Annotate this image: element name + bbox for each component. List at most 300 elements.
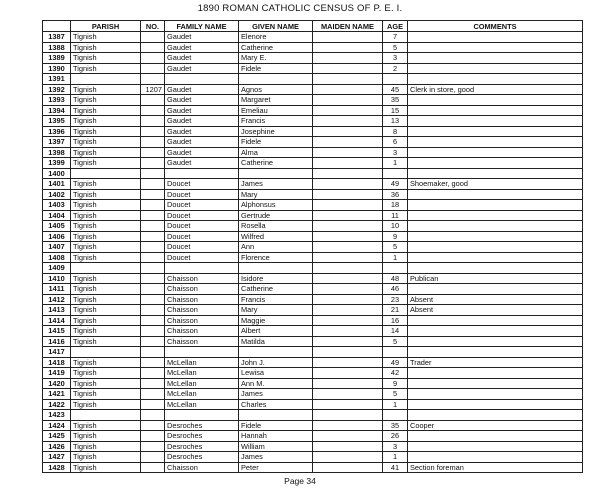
row-number-cell: 1389 xyxy=(43,53,71,64)
household-number-cell xyxy=(141,32,165,43)
table-row xyxy=(43,105,583,116)
row-number-cell: 1417 xyxy=(43,347,71,358)
household-number-cell xyxy=(141,231,165,242)
comments-cell xyxy=(408,210,583,221)
age-cell: 35 xyxy=(383,420,408,431)
maiden-name-cell xyxy=(313,137,383,148)
given-name-cell: Maggie xyxy=(239,315,313,326)
given-name-cell: Fidele xyxy=(239,420,313,431)
table-row xyxy=(43,168,583,179)
household-number-cell xyxy=(141,210,165,221)
parish-cell xyxy=(71,263,141,274)
parish-cell: Tignish xyxy=(71,200,141,211)
row-number-cell: 1399 xyxy=(43,158,71,169)
maiden-name-cell xyxy=(313,74,383,85)
comments-cell: Section foreman xyxy=(408,462,583,473)
household-number-cell xyxy=(141,336,165,347)
row-number-cell: 1403 xyxy=(43,200,71,211)
family-name-cell: Desroches xyxy=(165,452,239,463)
household-number-cell xyxy=(141,137,165,148)
parish-cell: Tignish xyxy=(71,315,141,326)
comments-cell xyxy=(408,105,583,116)
parish-cell xyxy=(71,347,141,358)
row-number-cell: 1423 xyxy=(43,410,71,421)
parish-cell: Tignish xyxy=(71,305,141,316)
comments-cell xyxy=(408,147,583,158)
given-name-cell: Elenore xyxy=(239,32,313,43)
given-name-cell: Catherine xyxy=(239,158,313,169)
given-name-cell: Florence xyxy=(239,252,313,263)
maiden-name-cell xyxy=(313,231,383,242)
household-number-cell xyxy=(141,200,165,211)
maiden-name-cell xyxy=(313,53,383,64)
parish-cell: Tignish xyxy=(71,126,141,137)
age-cell: 49 xyxy=(383,357,408,368)
comments-cell: Absent xyxy=(408,294,583,305)
parish-cell: Tignish xyxy=(71,63,141,74)
age-cell: 2 xyxy=(383,63,408,74)
household-number-cell xyxy=(141,368,165,379)
maiden-name-cell xyxy=(313,347,383,358)
table-row xyxy=(43,189,583,200)
given-name-cell: Agnos xyxy=(239,84,313,95)
maiden-name-cell xyxy=(313,200,383,211)
household-number-cell xyxy=(141,284,165,295)
given-name-cell: Mary xyxy=(239,189,313,200)
household-number-cell xyxy=(141,179,165,190)
row-number-cell: 1410 xyxy=(43,273,71,284)
family-name-cell: McLellan xyxy=(165,389,239,400)
family-name-cell: Gaudet xyxy=(165,105,239,116)
age-cell: 5 xyxy=(383,389,408,400)
comments-cell xyxy=(408,441,583,452)
given-name-cell: James xyxy=(239,389,313,400)
comments-cell xyxy=(408,242,583,253)
maiden-name-cell xyxy=(313,263,383,274)
parish-cell: Tignish xyxy=(71,431,141,442)
household-number-cell xyxy=(141,189,165,200)
table-row xyxy=(43,441,583,452)
parish-cell: Tignish xyxy=(71,95,141,106)
table-row xyxy=(43,284,583,295)
family-name-cell: Gaudet xyxy=(165,158,239,169)
row-number-cell: 1421 xyxy=(43,389,71,400)
parish-cell: Tignish xyxy=(71,53,141,64)
household-number-cell: 1207 xyxy=(141,84,165,95)
table-row xyxy=(43,210,583,221)
table-row xyxy=(43,32,583,43)
given-name-cell: Rosella xyxy=(239,221,313,232)
family-name-cell xyxy=(165,168,239,179)
family-name-cell: Gaudet xyxy=(165,137,239,148)
comments-cell xyxy=(408,284,583,295)
row-number-cell: 1415 xyxy=(43,326,71,337)
parish-cell: Tignish xyxy=(71,368,141,379)
age-cell: 7 xyxy=(383,32,408,43)
parish-cell: Tignish xyxy=(71,284,141,295)
family-name-cell: Gaudet xyxy=(165,42,239,53)
household-number-cell xyxy=(141,168,165,179)
table-row xyxy=(43,200,583,211)
table-row xyxy=(43,179,583,190)
maiden-name-cell xyxy=(313,441,383,452)
family-name-cell: Gaudet xyxy=(165,126,239,137)
table-row xyxy=(43,431,583,442)
maiden-name-cell xyxy=(313,431,383,442)
maiden-name-cell xyxy=(313,95,383,106)
maiden-name-cell xyxy=(313,462,383,473)
maiden-name-cell xyxy=(313,399,383,410)
age-cell xyxy=(383,168,408,179)
family-name-cell xyxy=(165,263,239,274)
row-number-cell: 1427 xyxy=(43,452,71,463)
table-row xyxy=(43,294,583,305)
header-row xyxy=(43,21,583,32)
table-row xyxy=(43,315,583,326)
family-name-cell: Chaisson xyxy=(165,284,239,295)
age-cell: 42 xyxy=(383,368,408,379)
row-number-cell: 1398 xyxy=(43,147,71,158)
given-name-cell: Albert xyxy=(239,326,313,337)
family-name-cell xyxy=(165,347,239,358)
maiden-name-cell xyxy=(313,326,383,337)
table-row xyxy=(43,84,583,95)
household-number-cell xyxy=(141,294,165,305)
comments-cell xyxy=(408,410,583,421)
header-family-name: FAMILY NAME xyxy=(165,21,239,32)
table-row xyxy=(43,42,583,53)
table-row xyxy=(43,347,583,358)
family-name-cell: Gaudet xyxy=(165,53,239,64)
document-title: 1890 ROMAN CATHOLIC CENSUS OF P. E. I. xyxy=(197,3,403,14)
census-table xyxy=(42,20,583,473)
given-name-cell: Margaret xyxy=(239,95,313,106)
maiden-name-cell xyxy=(313,378,383,389)
comments-cell: Shoemaker, good xyxy=(408,179,583,190)
maiden-name-cell xyxy=(313,158,383,169)
household-number-cell xyxy=(141,63,165,74)
age-cell: 23 xyxy=(383,294,408,305)
given-name-cell: Wilfred xyxy=(239,231,313,242)
parish-cell: Tignish xyxy=(71,210,141,221)
parish-cell: Tignish xyxy=(71,294,141,305)
given-name-cell: William xyxy=(239,441,313,452)
family-name-cell: McLellan xyxy=(165,378,239,389)
household-number-cell xyxy=(141,105,165,116)
row-number-cell: 1390 xyxy=(43,63,71,74)
maiden-name-cell xyxy=(313,179,383,190)
family-name-cell: Chaisson xyxy=(165,294,239,305)
age-cell: 49 xyxy=(383,179,408,190)
parish-cell: Tignish xyxy=(71,441,141,452)
table-row xyxy=(43,410,583,421)
comments-cell xyxy=(408,53,583,64)
parish-cell: Tignish xyxy=(71,420,141,431)
census-table-body xyxy=(43,32,583,473)
age-cell: 6 xyxy=(383,137,408,148)
age-cell: 9 xyxy=(383,231,408,242)
comments-cell xyxy=(408,431,583,442)
header-maiden-name: MAIDEN NAME xyxy=(313,21,383,32)
given-name-cell: Hannah xyxy=(239,431,313,442)
given-name-cell: Mary xyxy=(239,305,313,316)
comments-cell: Trader xyxy=(408,357,583,368)
comments-cell xyxy=(408,378,583,389)
row-number-cell: 1396 xyxy=(43,126,71,137)
table-row xyxy=(43,147,583,158)
table-row xyxy=(43,420,583,431)
household-number-cell xyxy=(141,242,165,253)
household-number-cell xyxy=(141,116,165,127)
given-name-cell xyxy=(239,74,313,85)
row-number-cell: 1412 xyxy=(43,294,71,305)
row-number-cell: 1401 xyxy=(43,179,71,190)
comments-cell xyxy=(408,116,583,127)
row-number-cell: 1416 xyxy=(43,336,71,347)
family-name-cell: Gaudet xyxy=(165,116,239,127)
comments-cell: Clerk in store, good xyxy=(408,84,583,95)
parish-cell: Tignish xyxy=(71,179,141,190)
given-name-cell: James xyxy=(239,179,313,190)
row-number-cell: 1402 xyxy=(43,189,71,200)
household-number-cell xyxy=(141,378,165,389)
given-name-cell: Fidele xyxy=(239,137,313,148)
row-number-cell: 1413 xyxy=(43,305,71,316)
row-number-cell: 1393 xyxy=(43,95,71,106)
household-number-cell xyxy=(141,252,165,263)
parish-cell: Tignish xyxy=(71,252,141,263)
family-name-cell: Gaudet xyxy=(165,84,239,95)
comments-cell xyxy=(408,336,583,347)
maiden-name-cell xyxy=(313,357,383,368)
age-cell: 36 xyxy=(383,189,408,200)
maiden-name-cell xyxy=(313,126,383,137)
age-cell: 1 xyxy=(383,158,408,169)
maiden-name-cell xyxy=(313,189,383,200)
age-cell: 5 xyxy=(383,242,408,253)
parish-cell: Tignish xyxy=(71,326,141,337)
age-cell: 15 xyxy=(383,105,408,116)
row-number-cell: 1419 xyxy=(43,368,71,379)
row-number-cell: 1387 xyxy=(43,32,71,43)
parish-cell: Tignish xyxy=(71,399,141,410)
table-row xyxy=(43,273,583,284)
given-name-cell: Fidele xyxy=(239,63,313,74)
comments-cell xyxy=(408,347,583,358)
household-number-cell xyxy=(141,273,165,284)
row-number-cell: 1400 xyxy=(43,168,71,179)
maiden-name-cell xyxy=(313,315,383,326)
row-number-cell: 1422 xyxy=(43,399,71,410)
family-name-cell: Desroches xyxy=(165,441,239,452)
comments-cell xyxy=(408,315,583,326)
household-number-cell xyxy=(141,315,165,326)
row-number-cell: 1424 xyxy=(43,420,71,431)
table-row xyxy=(43,389,583,400)
table-row xyxy=(43,336,583,347)
age-cell: 21 xyxy=(383,305,408,316)
given-name-cell: Ann xyxy=(239,242,313,253)
given-name-cell: Francis xyxy=(239,116,313,127)
family-name-cell: Doucet xyxy=(165,210,239,221)
age-cell: 18 xyxy=(383,200,408,211)
parish-cell: Tignish xyxy=(71,42,141,53)
row-number-cell: 1418 xyxy=(43,357,71,368)
family-name-cell: Doucet xyxy=(165,252,239,263)
household-number-cell xyxy=(141,441,165,452)
age-cell: 14 xyxy=(383,326,408,337)
household-number-cell xyxy=(141,74,165,85)
row-number-cell: 1395 xyxy=(43,116,71,127)
age-cell: 1 xyxy=(383,452,408,463)
table-row xyxy=(43,95,583,106)
age-cell: 5 xyxy=(383,336,408,347)
maiden-name-cell xyxy=(313,420,383,431)
given-name-cell: Isidore xyxy=(239,273,313,284)
comments-cell xyxy=(408,252,583,263)
family-name-cell: Doucet xyxy=(165,242,239,253)
parish-cell: Tignish xyxy=(71,137,141,148)
age-cell: 9 xyxy=(383,378,408,389)
maiden-name-cell xyxy=(313,242,383,253)
header-row-number xyxy=(43,21,71,32)
row-number-cell: 1420 xyxy=(43,378,71,389)
table-row xyxy=(43,263,583,274)
parish-cell xyxy=(71,74,141,85)
table-row xyxy=(43,305,583,316)
comments-cell xyxy=(408,368,583,379)
family-name-cell xyxy=(165,74,239,85)
comments-cell xyxy=(408,200,583,211)
table-row xyxy=(43,242,583,253)
age-cell xyxy=(383,74,408,85)
parish-cell: Tignish xyxy=(71,147,141,158)
given-name-cell: Alphonsus xyxy=(239,200,313,211)
household-number-cell xyxy=(141,462,165,473)
family-name-cell: Doucet xyxy=(165,189,239,200)
row-number-cell: 1407 xyxy=(43,242,71,253)
age-cell: 11 xyxy=(383,210,408,221)
age-cell: 48 xyxy=(383,273,408,284)
family-name-cell: McLellan xyxy=(165,357,239,368)
table-row xyxy=(43,378,583,389)
table-row xyxy=(43,326,583,337)
age-cell: 41 xyxy=(383,462,408,473)
household-number-cell xyxy=(141,326,165,337)
family-name-cell: Chaisson xyxy=(165,336,239,347)
given-name-cell: Catherine xyxy=(239,284,313,295)
page-number: Page 34 xyxy=(284,476,316,486)
comments-cell: Absent xyxy=(408,305,583,316)
row-number-cell: 1409 xyxy=(43,263,71,274)
family-name-cell: Chaisson xyxy=(165,315,239,326)
family-name-cell: Chaisson xyxy=(165,326,239,337)
comments-cell xyxy=(408,389,583,400)
age-cell: 1 xyxy=(383,252,408,263)
family-name-cell: Doucet xyxy=(165,179,239,190)
household-number-cell xyxy=(141,158,165,169)
comments-cell xyxy=(408,74,583,85)
header-given-name: GIVEN NAME xyxy=(239,21,313,32)
comments-cell xyxy=(408,189,583,200)
family-name-cell: Gaudet xyxy=(165,147,239,158)
table-row xyxy=(43,158,583,169)
age-cell xyxy=(383,347,408,358)
family-name-cell: Chaisson xyxy=(165,273,239,284)
comments-cell xyxy=(408,221,583,232)
comments-cell: Cooper xyxy=(408,420,583,431)
maiden-name-cell xyxy=(313,32,383,43)
maiden-name-cell xyxy=(313,368,383,379)
table-row xyxy=(43,357,583,368)
given-name-cell: Emeliau xyxy=(239,105,313,116)
age-cell: 45 xyxy=(383,84,408,95)
given-name-cell: Lewisa xyxy=(239,368,313,379)
age-cell: 5 xyxy=(383,42,408,53)
maiden-name-cell xyxy=(313,221,383,232)
header-comments: COMMENTS xyxy=(408,21,583,32)
given-name-cell: Matilda xyxy=(239,336,313,347)
maiden-name-cell xyxy=(313,305,383,316)
family-name-cell: Doucet xyxy=(165,200,239,211)
parish-cell: Tignish xyxy=(71,84,141,95)
row-number-cell: 1404 xyxy=(43,210,71,221)
parish-cell: Tignish xyxy=(71,273,141,284)
household-number-cell xyxy=(141,431,165,442)
table-row xyxy=(43,399,583,410)
household-number-cell xyxy=(141,399,165,410)
household-number-cell xyxy=(141,305,165,316)
row-number-cell: 1425 xyxy=(43,431,71,442)
family-name-cell xyxy=(165,410,239,421)
family-name-cell: Chaisson xyxy=(165,305,239,316)
comments-cell xyxy=(408,137,583,148)
household-number-cell xyxy=(141,147,165,158)
row-number-cell: 1414 xyxy=(43,315,71,326)
table-row xyxy=(43,74,583,85)
parish-cell: Tignish xyxy=(71,231,141,242)
household-number-cell xyxy=(141,347,165,358)
row-number-cell: 1397 xyxy=(43,137,71,148)
parish-cell: Tignish xyxy=(71,357,141,368)
comments-cell xyxy=(408,231,583,242)
table-row xyxy=(43,53,583,64)
family-name-cell: Doucet xyxy=(165,231,239,242)
row-number-cell: 1405 xyxy=(43,221,71,232)
given-name-cell: Mary E. xyxy=(239,53,313,64)
row-number-cell: 1406 xyxy=(43,231,71,242)
household-number-cell xyxy=(141,53,165,64)
maiden-name-cell xyxy=(313,116,383,127)
given-name-cell: Gertrude xyxy=(239,210,313,221)
household-number-cell xyxy=(141,452,165,463)
given-name-cell: Peter xyxy=(239,462,313,473)
table-row xyxy=(43,221,583,232)
row-number-cell: 1411 xyxy=(43,284,71,295)
header-age: AGE xyxy=(383,21,408,32)
household-number-cell xyxy=(141,410,165,421)
age-cell xyxy=(383,410,408,421)
family-name-cell: McLellan xyxy=(165,368,239,379)
table-row xyxy=(43,252,583,263)
parish-cell xyxy=(71,168,141,179)
maiden-name-cell xyxy=(313,389,383,400)
given-name-cell: James xyxy=(239,452,313,463)
age-cell: 8 xyxy=(383,126,408,137)
age-cell: 1 xyxy=(383,399,408,410)
age-cell: 3 xyxy=(383,441,408,452)
family-name-cell: McLellan xyxy=(165,399,239,410)
